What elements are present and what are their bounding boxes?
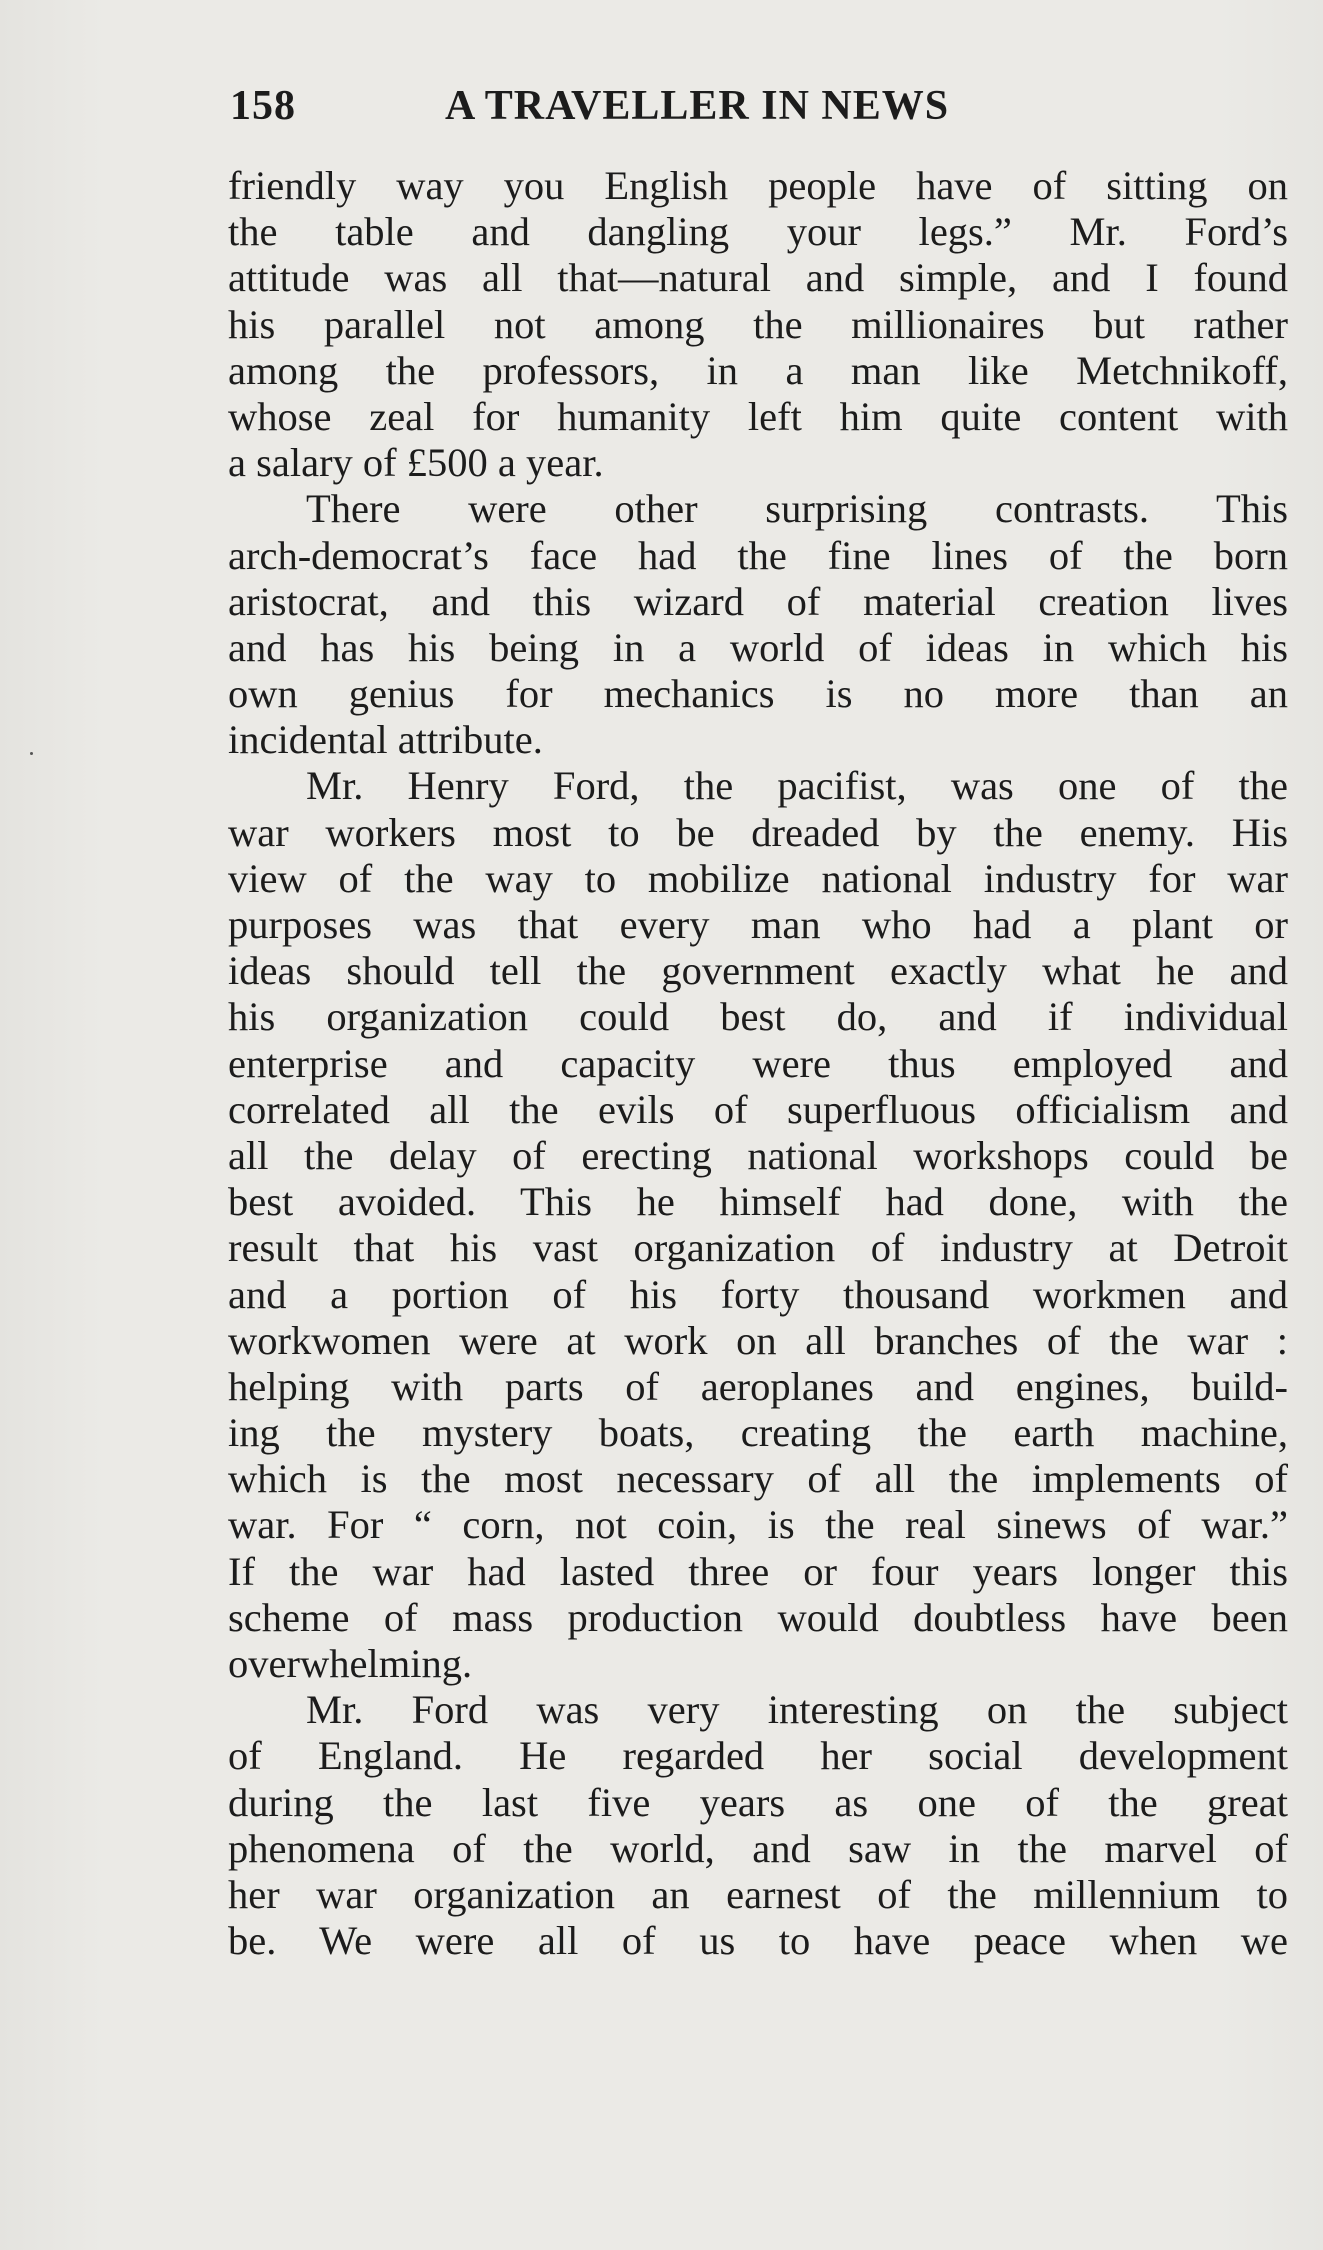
- running-title: A TRAVELLER IN NEWS: [445, 83, 950, 129]
- text-line: ing the mystery boats, creating the earth machine,: [228, 1410, 1288, 1456]
- text-line: of England. He regarded her social development: [228, 1733, 1288, 1779]
- text-line: war workers most to be dreaded by the enemy. His: [228, 809, 1288, 855]
- paper-speck: [30, 752, 33, 755]
- text-line: which is the most necessary of all the implements of: [228, 1456, 1288, 1502]
- text-line: Mr. Henry Ford, the pacifist, was one of the: [306, 763, 1288, 809]
- text-line: purposes was that every man who had a plant or: [228, 902, 1288, 947]
- text-line: his parallel not among the millionaires but rather: [228, 301, 1288, 347]
- text-line: helping with parts of aeroplanes and engines, build-: [228, 1363, 1288, 1409]
- text-line: If the war had lasted three or four years longer this: [228, 1548, 1288, 1594]
- text-line: ideas should tell the government exactly what he and: [228, 948, 1288, 994]
- text-line: workwomen were at work on all branches of the war :: [228, 1317, 1288, 1363]
- text-line: view of the way to mobilize national industry for war: [228, 855, 1288, 901]
- text-line: Mr. Ford was very interesting on the subject: [306, 1687, 1288, 1733]
- text-line: war. For “ corn, not coin, is the real sinews of war.”: [228, 1502, 1288, 1548]
- paragraph: [228, 163, 1288, 486]
- text-line: her war organization an earnest of the millennium to: [228, 1871, 1288, 1917]
- text-line: the table and dangling your legs.” Mr. Ford’s: [228, 209, 1288, 255]
- body-text: [228, 163, 1288, 1964]
- text-line: result that his vast organization of industry at Detroit: [228, 1225, 1288, 1271]
- text-line: aristocrat, and this wizard of material creation lives: [228, 578, 1288, 624]
- paragraph: [228, 1687, 1288, 1964]
- text-line: and has his being in a world of ideas in which his: [228, 624, 1288, 670]
- text-line: correlated all the evils of superfluous officialism and: [228, 1086, 1288, 1132]
- text-line: arch-democrat’s face had the fine lines of the born: [228, 532, 1288, 578]
- paragraph: [228, 486, 1288, 763]
- text-line: There were other surprising contrasts. This: [306, 486, 1288, 532]
- text-line: overwhelming.: [228, 1641, 473, 1686]
- text-line: during the last five years as one of the great: [228, 1779, 1288, 1825]
- running-head: [230, 78, 1110, 134]
- text-line: friendly way you English people have of sitting on: [228, 163, 1288, 208]
- text-line: best avoided. This he himself had done, with the: [228, 1179, 1288, 1225]
- paragraph: [228, 763, 1288, 1687]
- text-line: scheme of mass production would doubtless have been: [228, 1594, 1288, 1640]
- text-line: and a portion of his forty thousand workmen and: [228, 1271, 1288, 1317]
- text-line: a salary of £500 a year.: [228, 440, 604, 486]
- text-line: attitude was all that—natural and simple, and I found: [228, 255, 1288, 301]
- text-line: incidental attribute.: [228, 717, 543, 763]
- text-line: own genius for mechanics is no more than an: [228, 671, 1288, 717]
- text-line: whose zeal for humanity left him quite content with: [228, 393, 1288, 439]
- page-number: 158: [230, 83, 296, 129]
- text-line: be. We were all of us to have peace when we: [228, 1918, 1288, 1964]
- text-line: all the delay of erecting national workshops could be: [228, 1132, 1288, 1178]
- text-line: phenomena of the world, and saw in the marvel of: [228, 1825, 1288, 1871]
- text-line: enterprise and capacity were thus employed and: [228, 1040, 1288, 1086]
- text-line: his organization could best do, and if individual: [228, 994, 1288, 1040]
- text-line: among the professors, in a man like Metchnikoff,: [228, 347, 1288, 393]
